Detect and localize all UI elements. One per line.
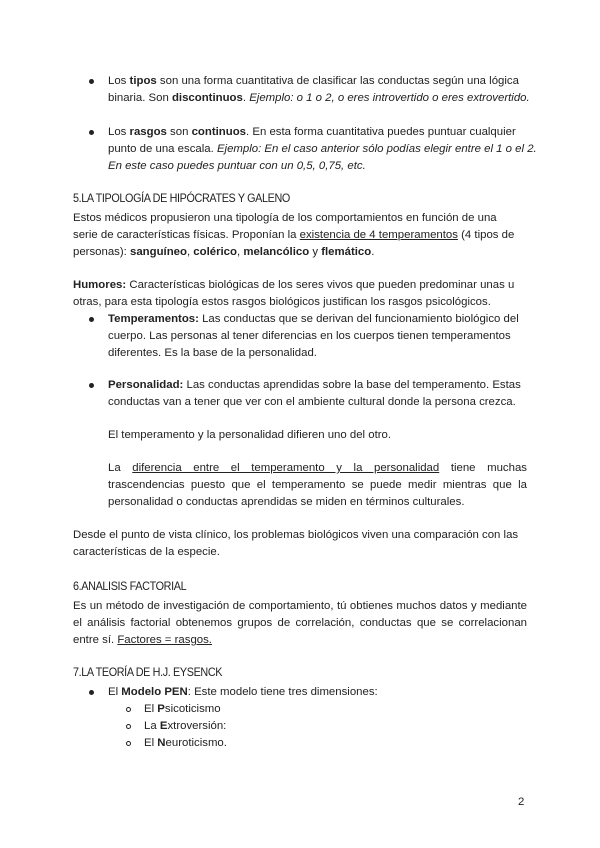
s5-para-line-2: serie de características físicas. Proponían la existencia de 4 temperamentos (4 tipos de — [73, 229, 515, 241]
personalidad-line-1: Personalidad: Las conductas aprendidas sobre la base del temperamento. Estas — [108, 379, 521, 391]
sub-bullet-circle — [126, 741, 131, 746]
bullet-dot — [89, 79, 94, 84]
clinico-line-1: Desde el punto de vista clínico, los problemas biológicos viven una comparación con las — [73, 529, 519, 541]
page-number: 2 — [518, 796, 525, 808]
modelo-pen-line: El Modelo PEN: Este modelo tiene tres dimensiones: — [108, 686, 378, 698]
tipos-line-2: binaria. Son discontinuos. Ejemplo: o 1 o 2, o eres introvertido o eres extrovertido. — [108, 92, 530, 104]
temperamentos-line-2: cuerpo. Las personas al tener diferencias en los cuerpos tienen temperamentos — [108, 330, 511, 342]
section-6-heading: 6.ANALISIS FACTORIAL — [73, 579, 187, 593]
rasgos-line-2: punto de una escala. Ejemplo: En el caso anterior sólo podías elegir entre el 1 o el 2. — [108, 143, 537, 155]
rasgos-line-1: Los rasgos son continuos. En esta forma cuantitativa puedes puntuar cualquier — [108, 126, 516, 138]
bullet-dot — [89, 690, 94, 695]
diferencia-paragraph: La diferencia entre el temperamento y la personalidad tiene muchas trascendencias puesto que el temperamento se puede medir mientras que la personalidad o conductas aprendidas se miden en términos culturales. — [108, 462, 527, 508]
section-5-heading: 5.LA TIPOLOGÍA DE HIPÓCRATES Y GALENO — [73, 191, 290, 205]
personalidad-line-2: conductas van a tener que ver con el ambiente cultural donde la persona crezca. — [108, 396, 516, 408]
sub-bullet-circle — [126, 724, 131, 729]
bullet-dot — [89, 130, 94, 135]
s6-paragraph: Es un método de investigación de comportamiento, tú obtienes muchos datos y mediante el análisis factorial obtenemos grupos de correlación, conductas que se correlacionan entre sí. Factores = rasgos. — [73, 600, 527, 646]
rasgos-line-3: En este caso puedes puntuar con un 0,5, 0,75, etc. — [108, 160, 366, 172]
s5-para-line-3: personas): sanguíneo, colérico, melancólico y flemático. — [73, 246, 375, 258]
section-7-heading: 7.LA TEORÍA DE H.J. EYSENCK — [73, 665, 223, 679]
pen-item-e: La Extroversión: — [144, 720, 227, 732]
sub-bullet-circle — [126, 707, 131, 712]
temperamentos-line-1: Temperamentos: Las conductas que se derivan del funcionamiento biológico del — [108, 313, 519, 325]
humores-line-1: Humores: Características biológicas de los seres vivos que pueden predominar unas u — [73, 279, 515, 291]
pen-item-p: El Psicoticismo — [144, 703, 221, 715]
tipos-line-1: Los tipos son una forma cuantitativa de clasificar las conductas según una lógica — [108, 75, 519, 87]
temperamentos-line-3: diferentes. Es la base de la personalidad. — [108, 347, 317, 359]
clinico-line-2: características de la especie. — [73, 546, 220, 558]
bullet-dot — [89, 383, 94, 388]
pen-item-n: El Neuroticismo. — [144, 737, 227, 749]
humores-line-2: otras, para esta tipología estos rasgos biológicos justifican los rasgos psicológicos. — [73, 296, 491, 308]
personalidad-line-3: El temperamento y la personalidad difieren uno del otro. — [108, 429, 392, 441]
bullet-dot — [89, 317, 94, 322]
s5-para-line-1: Estos médicos propusieron una tipología de los comportamientos en función de una — [73, 212, 497, 224]
